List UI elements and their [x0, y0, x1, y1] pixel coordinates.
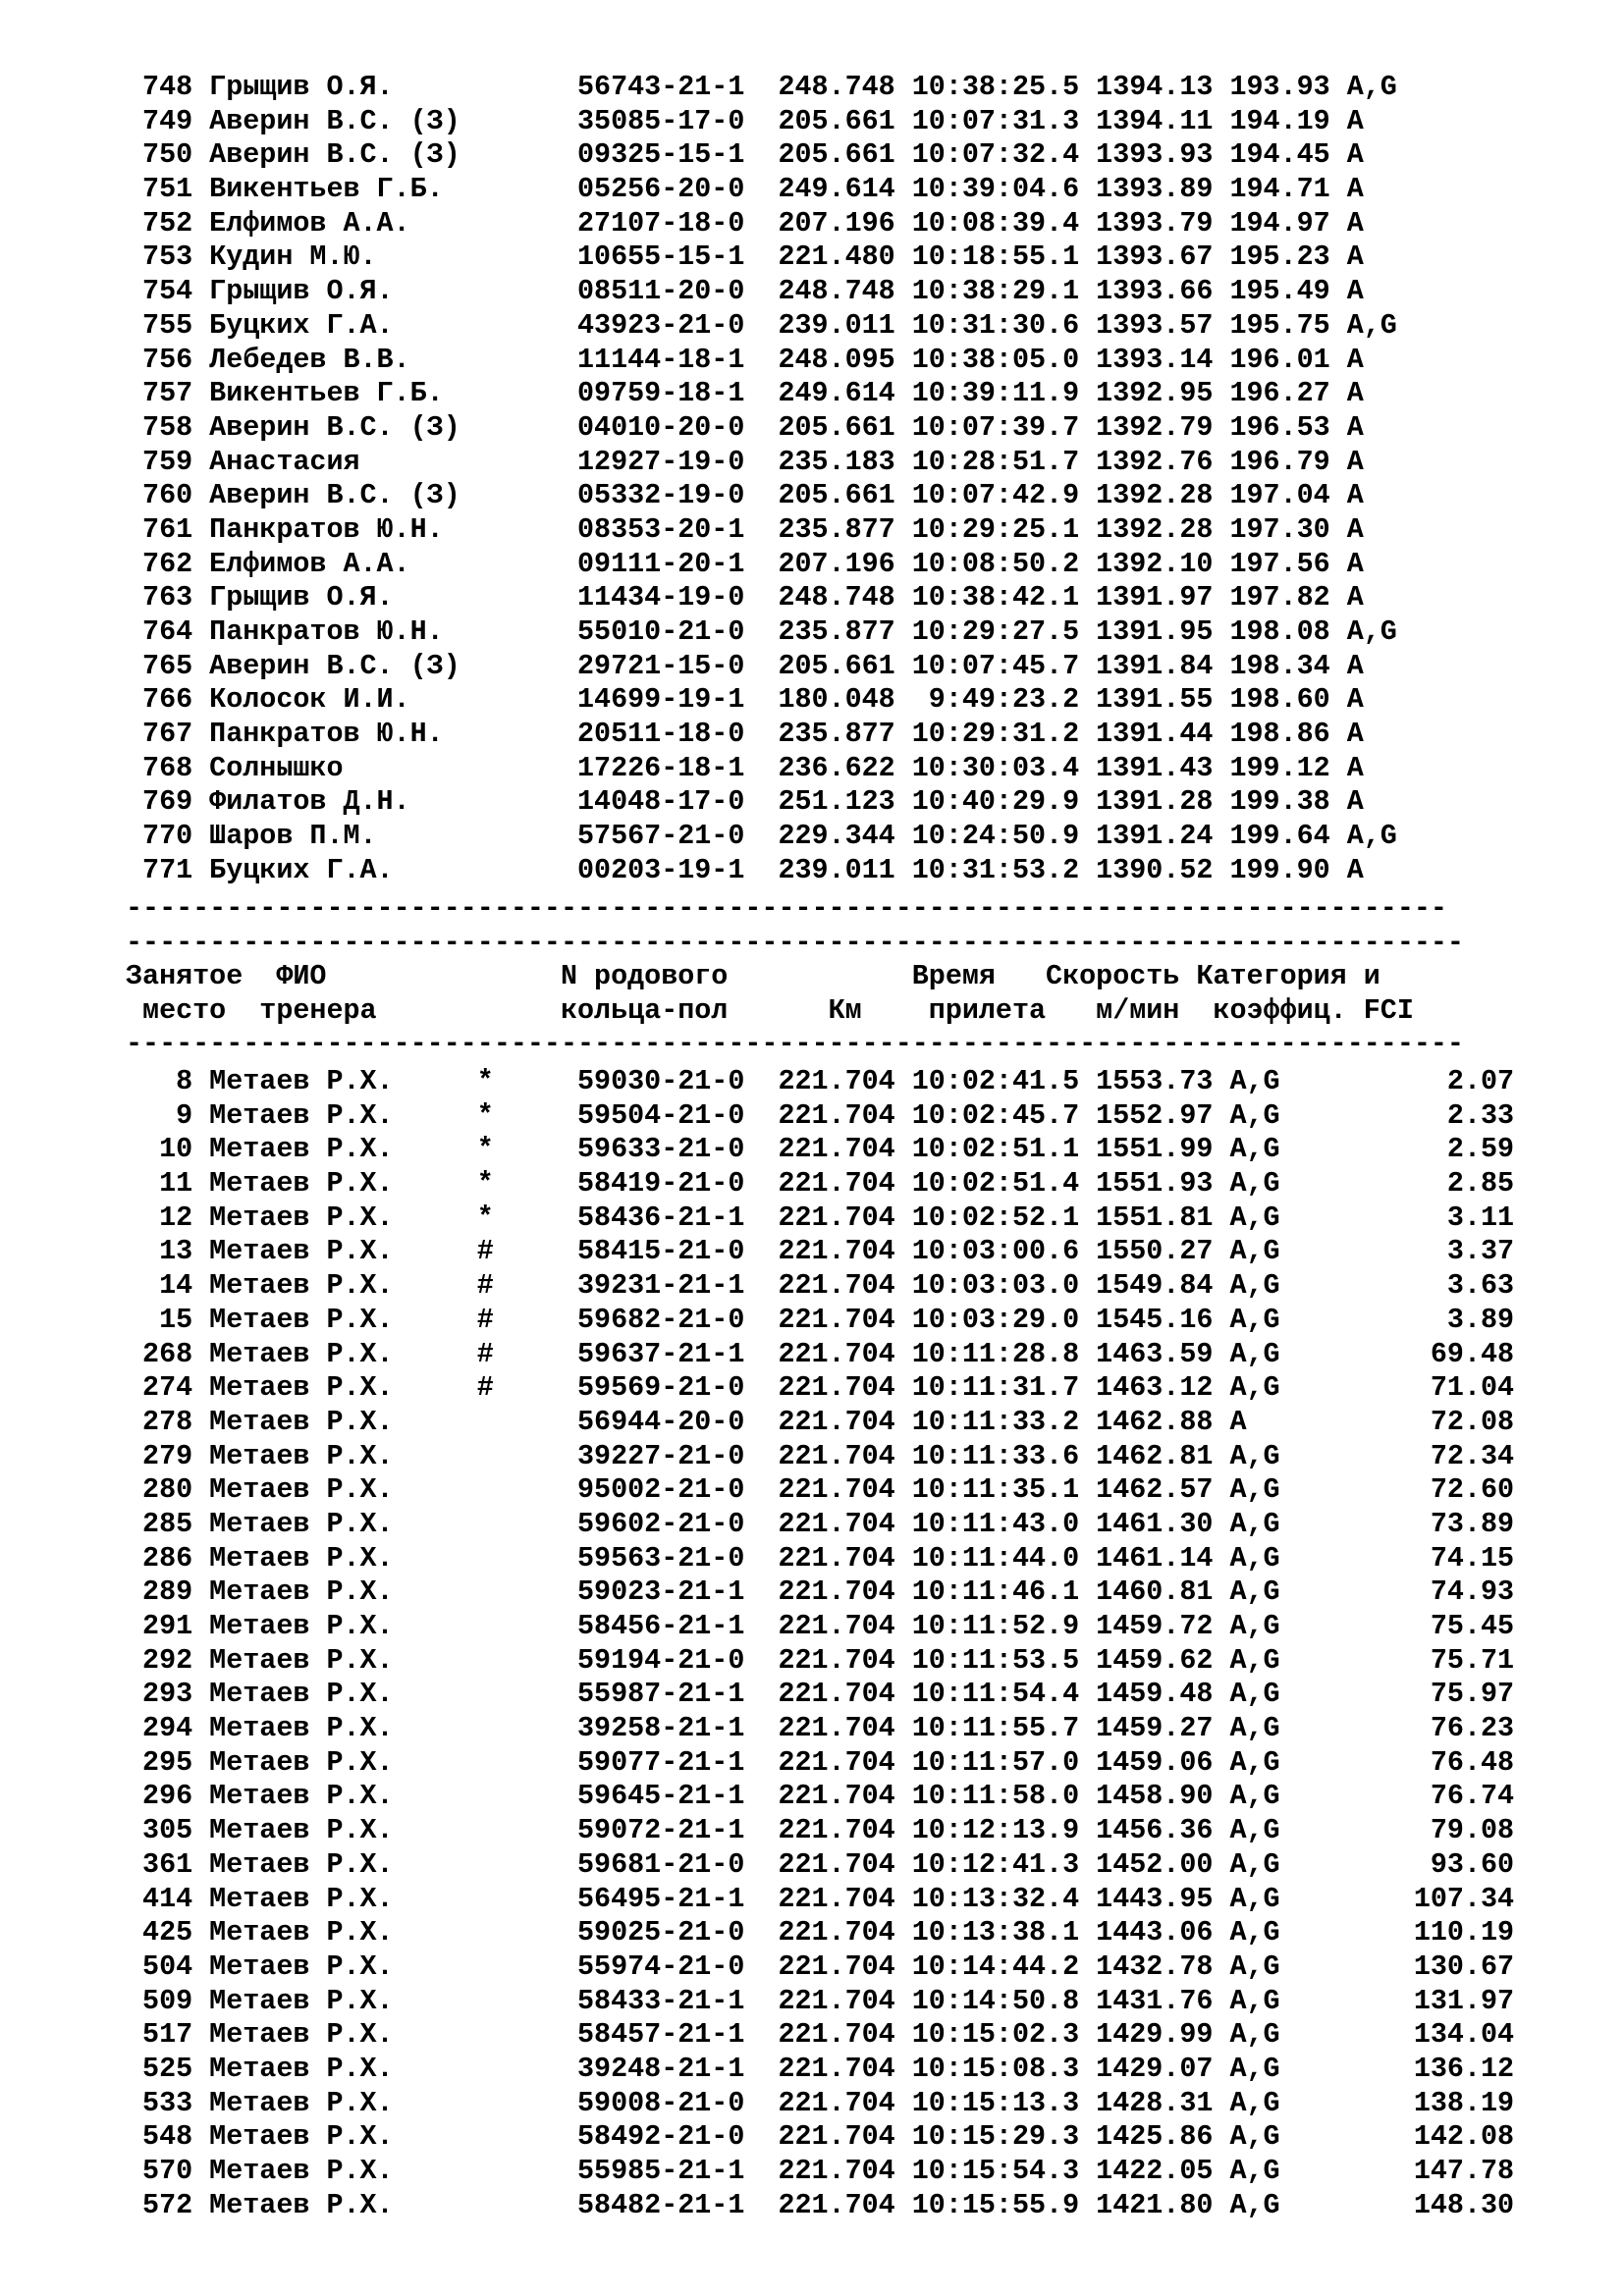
table-row: 289 Метаев Р.Х. 59023-21-1 221.704 10:11:46.1 1460.81 A,G 74.93: [126, 1575, 1515, 1609]
table-row: 548 Метаев Р.Х. 58492-21-0 221.704 10:15:29.3 1425.86 A,G 142.08: [126, 2120, 1515, 2154]
header-line: Занятое ФИО N родового Время Скорость Категория и: [126, 960, 1380, 992]
results-table-previous-section: [126, 71, 1397, 888]
table-row: 294 Метаев Р.Х. 39258-21-1 221.704 10:11:55.7 1459.27 A,G 76.23: [126, 1712, 1515, 1745]
header-line: --------------------------------------------------------------------------------: [126, 1028, 1464, 1061]
separator-line: --------------------------------------------------------------------------------: [126, 926, 1464, 959]
table-row: 760 Аверин В.С. (З) 05332-19-0 205.661 10:07:42.9 1392.28 197.04 A: [126, 479, 1364, 512]
table-row: 517 Метаев Р.Х. 58457-21-1 221.704 10:15:02.3 1429.99 A,G 134.04: [126, 2018, 1515, 2052]
table-row: 11 Метаев Р.Х. * 58419-21-0 221.704 10:02:51.4 1551.93 A,G 2.85: [126, 1167, 1515, 1201]
table-row: 292 Метаев Р.Х. 59194-21-0 221.704 10:11:53.5 1459.62 A,G 75.71: [126, 1643, 1515, 1677]
table-row: 13 Метаев Р.Х. # 58415-21-0 221.704 10:03:00.6 1550.27 A,G 3.37: [126, 1235, 1515, 1268]
table-row: 765 Аверин В.С. (З) 29721-15-0 205.661 10:07:45.7 1391.84 198.34 A: [126, 649, 1364, 682]
table-row: 764 Панкратов Ю.Н. 55010-21-0 235.877 10:29:27.5 1391.95 198.08 A,G: [126, 615, 1397, 648]
table-row: 293 Метаев Р.Х. 55987-21-1 221.704 10:11:54.4 1459.48 A,G 75.97: [126, 1678, 1515, 1711]
table-row: 8 Метаев Р.Х. * 59030-21-0 221.704 10:02:41.5 1553.73 A,G 2.07: [126, 1065, 1515, 1097]
table-row: 525 Метаев Р.Х. 39248-21-1 221.704 10:15:08.3 1429.07 A,G 136.12: [126, 2052, 1515, 2085]
table-row: 771 Буцких Г.А. 00203-19-1 239.011 10:31:53.2 1390.52 199.90 A: [126, 853, 1364, 886]
table-row: 752 Елфимов А.А. 27107-18-0 207.196 10:08:39.4 1393.79 194.97 A: [126, 206, 1364, 240]
table-header: [126, 960, 1464, 1062]
table-row: 285 Метаев Р.Х. 59602-21-0 221.704 10:11:43.0 1461.30 A,G 73.89: [126, 1507, 1515, 1540]
table-row: 748 Грыщив О.Я. 56743-21-1 248.748 10:38:25.5 1394.13 193.93 A,G: [126, 71, 1397, 103]
table-row: 296 Метаев Р.Х. 59645-21-1 221.704 10:11:58.0 1458.90 A,G 76.74: [126, 1780, 1515, 1813]
header-line: место тренера кольца-пол Км прилета м/мин коэффиц. FCI: [126, 993, 1414, 1027]
table-row: 274 Метаев Р.Х. # 59569-21-0 221.704 10:11:31.7 1463.12 A,G 71.04: [126, 1371, 1515, 1405]
table-row: 279 Метаев Р.Х. 39227-21-0 221.704 10:11:33.6 1462.81 A,G 72.34: [126, 1439, 1515, 1472]
table-row: 572 Метаев Р.Х. 58482-21-1 221.704 10:15:55.9 1421.80 A,G 148.30: [126, 2188, 1515, 2221]
table-row: 414 Метаев Р.Х. 56495-21-1 221.704 10:13:32.4 1443.95 A,G 107.34: [126, 1882, 1515, 1915]
table-row: 533 Метаев Р.Х. 59008-21-0 221.704 10:15:13.3 1428.31 A,G 138.19: [126, 2086, 1515, 2119]
table-row: 504 Метаев Р.Х. 55974-21-0 221.704 10:14:44.2 1432.78 A,G 130.67: [126, 1949, 1515, 1983]
table-row: 756 Лебедев В.В. 11144-18-1 248.095 10:38:05.0 1393.14 196.01 A: [126, 343, 1364, 376]
table-row: 291 Метаев Р.Х. 58456-21-1 221.704 10:11:52.9 1459.72 A,G 75.45: [126, 1610, 1515, 1642]
table-row: 361 Метаев Р.Х. 59681-21-0 221.704 10:12:41.3 1452.00 A,G 93.60: [126, 1847, 1515, 1881]
table-row: 758 Аверин В.С. (З) 04010-20-0 205.661 10:07:39.7 1392.79 196.53 A: [126, 410, 1364, 444]
separator-line: -------------------------------------------------------------------------------: [126, 892, 1447, 925]
table-row: 14 Метаев Р.Х. # 39231-21-1 221.704 10:03:03.0 1549.84 A,G 3.63: [126, 1269, 1515, 1303]
table-row: 753 Кудин М.Ю. 10655-15-1 221.480 10:18:55.1 1393.67 195.23 A: [126, 240, 1364, 274]
table-row: 280 Метаев Р.Х. 95002-21-0 221.704 10:11:35.1 1462.57 A,G 72.60: [126, 1473, 1515, 1507]
table-row: 268 Метаев Р.Х. # 59637-21-1 221.704 10:11:28.8 1463.59 A,G 69.48: [126, 1337, 1515, 1370]
table-row: 278 Метаев Р.Х. 56944-20-0 221.704 10:11:33.2 1462.88 A 72.08: [126, 1405, 1515, 1438]
table-row: 759 Анастасия 12927-19-0 235.183 10:28:51.7 1392.76 196.79 A: [126, 445, 1364, 478]
table-row: 766 Колосок И.И. 14699-19-1 180.048 9:49:23.2 1391.55 198.60 A: [126, 683, 1364, 717]
table-row: 770 Шаров П.М. 57567-21-0 229.344 10:24:50.9 1391.24 199.64 A,G: [126, 820, 1397, 853]
table-row: 10 Метаев Р.Х. * 59633-21-0 221.704 10:02:51.1 1551.99 A,G 2.59: [126, 1133, 1515, 1166]
table-row: 768 Солнышко 17226-18-1 236.622 10:30:03.4 1391.43 199.12 A: [126, 751, 1364, 784]
table-row: 15 Метаев Р.Х. # 59682-21-0 221.704 10:03:29.0 1545.16 A,G 3.89: [126, 1303, 1515, 1336]
table-row: 750 Аверин В.С. (З) 09325-15-1 205.661 10:07:32.4 1393.93 194.45 A: [126, 138, 1364, 172]
section-separator: [126, 892, 1464, 960]
results-table-trainer-section: [126, 1065, 1514, 2222]
table-row: 425 Метаев Р.Х. 59025-21-0 221.704 10:13:38.1 1443.06 A,G 110.19: [126, 1916, 1515, 1949]
table-row: 769 Филатов Д.Н. 14048-17-0 251.123 10:40:29.9 1391.28 199.38 A: [126, 785, 1364, 819]
table-row: 12 Метаев Р.Х. * 58436-21-1 221.704 10:02:52.1 1551.81 A,G 3.11: [126, 1201, 1515, 1234]
table-row: 761 Панкратов Ю.Н. 08353-20-1 235.877 10:29:25.1 1392.28 197.30 A: [126, 512, 1364, 546]
table-row: 757 Викентьев Г.Б. 09759-18-1 249.614 10:39:11.9 1392.95 196.27 A: [126, 377, 1364, 410]
table-row: 9 Метаев Р.Х. * 59504-21-0 221.704 10:02:45.7 1552.97 A,G 2.33: [126, 1098, 1515, 1132]
table-row: 295 Метаев Р.Х. 59077-21-1 221.704 10:11:57.0 1459.06 A,G 76.48: [126, 1745, 1515, 1779]
table-row: 286 Метаев Р.Х. 59563-21-0 221.704 10:11:44.0 1461.14 A,G 74.15: [126, 1541, 1515, 1575]
table-row: 305 Метаев Р.Х. 59072-21-1 221.704 10:12:13.9 1456.36 A,G 79.08: [126, 1814, 1515, 1847]
table-row: 762 Елфимов А.А. 09111-20-1 207.196 10:08:50.2 1392.10 197.56 A: [126, 547, 1364, 580]
table-row: 767 Панкратов Ю.Н. 20511-18-0 235.877 10:29:31.2 1391.44 198.86 A: [126, 718, 1364, 751]
table-row: 749 Аверин В.С. (З) 35085-17-0 205.661 10:07:31.3 1394.11 194.19 A: [126, 104, 1364, 137]
table-row: 570 Метаев Р.Х. 55985-21-1 221.704 10:15:54.3 1422.05 A,G 147.78: [126, 2155, 1515, 2187]
table-row: 754 Грыщив О.Я. 08511-20-0 248.748 10:38:29.1 1393.66 195.49 A: [126, 275, 1364, 308]
table-row: 763 Грыщив О.Я. 11434-19-0 248.748 10:38:42.1 1391.97 197.82 A: [126, 581, 1364, 614]
table-row: 509 Метаев Р.Х. 58433-21-1 221.704 10:14:50.8 1431.76 A,G 131.97: [126, 1984, 1515, 2017]
table-row: 755 Буцких Г.А. 43923-21-0 239.011 10:31:30.6 1393.57 195.75 A,G: [126, 308, 1397, 342]
table-row: 751 Викентьев Г.Б. 05256-20-0 249.614 10:39:04.6 1393.89 194.71 A: [126, 173, 1364, 206]
